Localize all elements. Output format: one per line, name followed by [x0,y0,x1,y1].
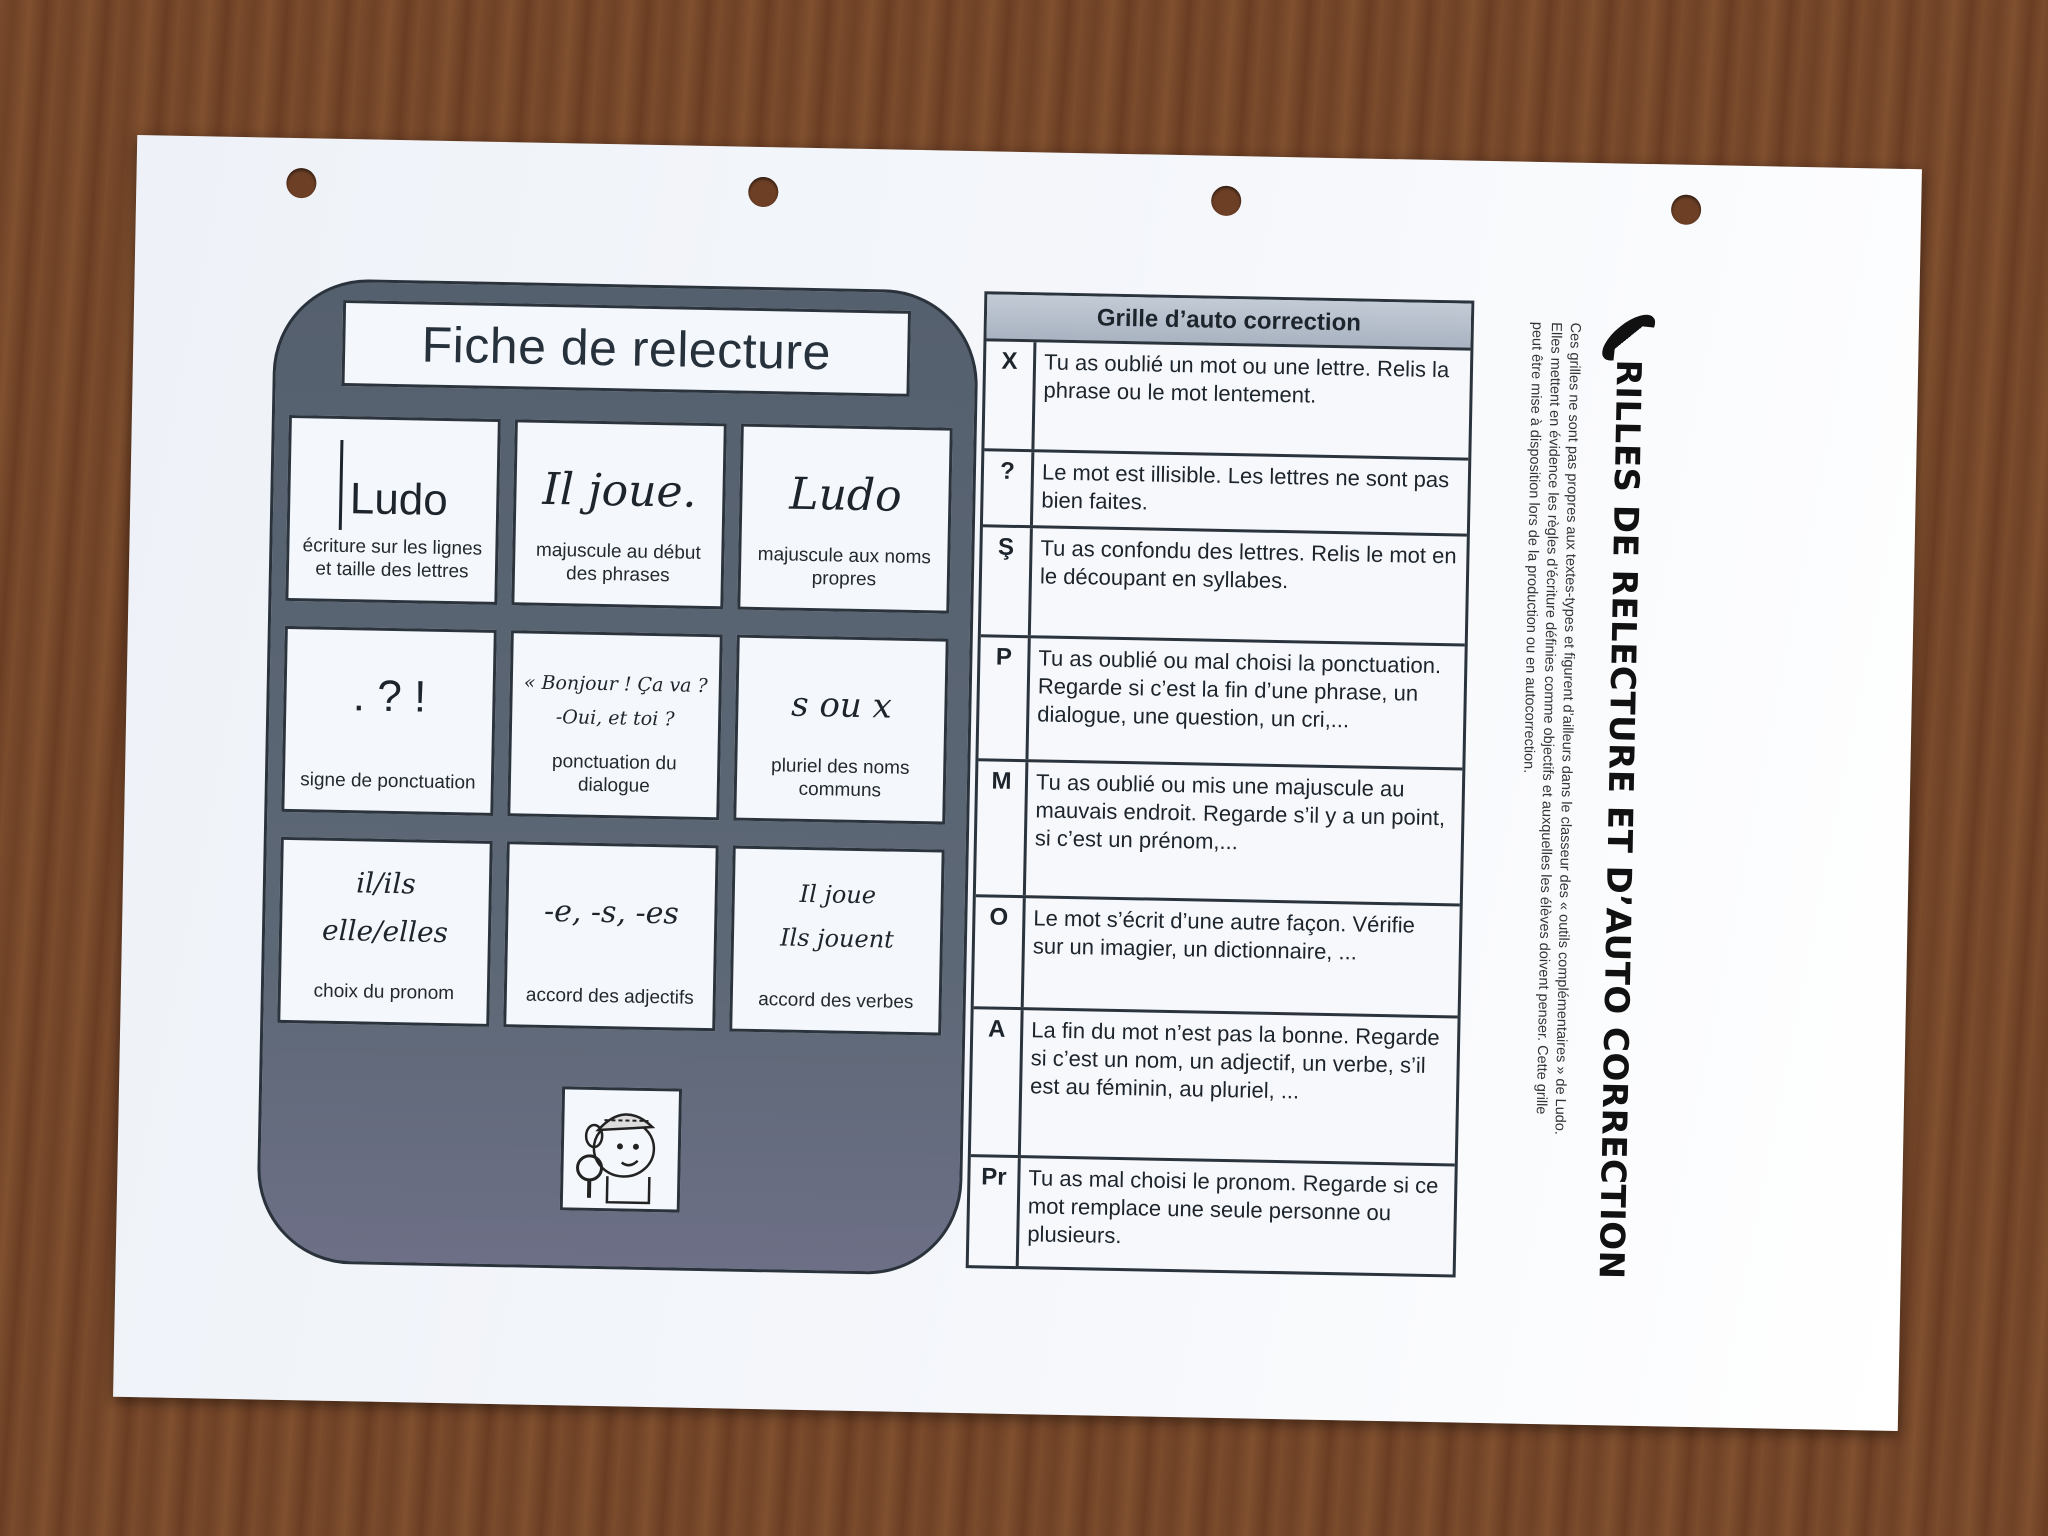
grid-row [981,527,1467,646]
grid-description: Tu as oublié ou mis une majuscule au mauvais endroit. Regarde s’il y a un point, si c’est un prénom,... [1034,769,1446,855]
tile-sample-line: elle/elles [321,913,449,950]
punch-hole [286,168,317,199]
grid-code: A [971,1009,1024,1155]
side-title-text: RILLES DE RELECTURE ET D’AUTO CORRECTION [1590,359,1649,1280]
punch-hole [1671,194,1702,225]
grid-description: Tu as oublié un mot ou une lettre. Relis la phrase ou le mot lentement. [1043,349,1450,408]
tile-caption: signe de ponctuation [300,769,476,794]
tile-sample: s ou x [790,684,893,727]
grid-description: Tu as mal choisi le pronom. Regarde si ce mot remplace une seule personne ou plusieurs. [1027,1165,1439,1249]
tile-sample: Ludo [788,468,903,522]
side-note: Ces grilles ne sont pas propres aux textes-types et figurent d’ailleurs dans le classeur des « outils complémentaires » de Ludo. Elles mettent en évidence les règles d’écriture définies comme objectifs et auxquelles les élèves doivent penser. Cette grille peut être mise à disposition lors de la production ou en autocorrection. [1520,321,1583,1136]
auto-correction-grid [966,291,1475,1277]
tile-sample-line: Ils jouent [779,923,895,954]
punch-hole [1211,186,1242,217]
tile-sample: -e, -s, -es [543,893,680,932]
tile-writing-on-lines [285,415,501,605]
grid-code: X [984,341,1036,449]
grid-code: ? [983,451,1034,525]
detective-icon [563,1089,679,1209]
grid-description: Le mot s’écrit d’une autre façon. Vérifie sur un imagier, un dictionnaire, ... [1032,905,1416,965]
side-title [1590,323,1649,1280]
punch-hole [748,177,779,208]
grid-code: Ş [981,527,1033,635]
tile-plural-nouns [733,635,949,825]
fiche-title: Fiche de relecture [341,300,911,397]
tile-caption: pluriel des noms communs [770,755,910,802]
tile-sample-line: « Bonjour ! Ça va ? [523,671,708,698]
tile-pronoun-choice [277,837,493,1027]
grid-row [984,341,1470,460]
tile-sample: Ludo [338,440,449,532]
tile-caption: écriture sur les lignes et taille des lettres [302,535,483,583]
tile-proper-noun-capital [737,424,953,614]
tile-sentence-capital [511,419,727,609]
tile-caption: ponctuation du dialogue [551,751,677,797]
grid-code: O [974,897,1026,1007]
tile-sample: Il joue. [542,463,697,518]
grid-description: La fin du mot n’est pas la bonne. Regarde si c’est un nom, un adjectif, un verbe, s’il est au féminin, au pluriel, ... [1029,1017,1440,1104]
grid-code: Pr [969,1157,1021,1266]
tile-caption: majuscule au début des phrases [535,539,701,587]
grid-description: Tu as confondu des lettres. Relis le mot en le découpant en syllabes. [1039,535,1457,594]
grid-description: Le mot est illisible. Les lettres ne sont pas bien faites. [1041,459,1450,515]
paper-sheet [113,135,1922,1431]
tile-caption: choix du pronom [313,980,455,1005]
tile-punctuation-marks [281,626,497,816]
tile-caption: accord des verbes [757,989,914,1014]
tile-verb-agreement [729,846,945,1036]
grid-description: Tu as oublié ou mal choisi la ponctuation. Regarde si c’est la fin d’une phrase, un dialogue, une question, un cri,... [1037,645,1442,733]
grid-code: M [976,761,1029,895]
tile-adjective-agreement [503,841,719,1031]
grid-row [971,1009,1458,1166]
grid-row [974,897,1460,1018]
tile-sample-line: il/ils [355,866,417,901]
side-panel [1488,321,1654,1280]
grid-code: P [978,637,1030,759]
tile-caption: accord des adjectifs [525,984,694,1009]
tile-sample-line: -Oui, et toi ? [555,706,675,731]
grid-row [969,1157,1455,1274]
fiche-de-relecture-card [256,278,980,1276]
tile-caption: majuscule aux noms propres [757,543,932,591]
grid-row [976,761,1463,906]
tile-dialogue-punctuation [507,630,723,820]
grid-row [978,637,1464,770]
grid-row [983,451,1468,536]
tile-sample: . ? ! [352,671,427,722]
grid-title: Grille d’auto correction [986,294,1471,350]
detective-mascot-image [560,1086,682,1212]
tile-sample-line: Il joue [799,879,877,910]
